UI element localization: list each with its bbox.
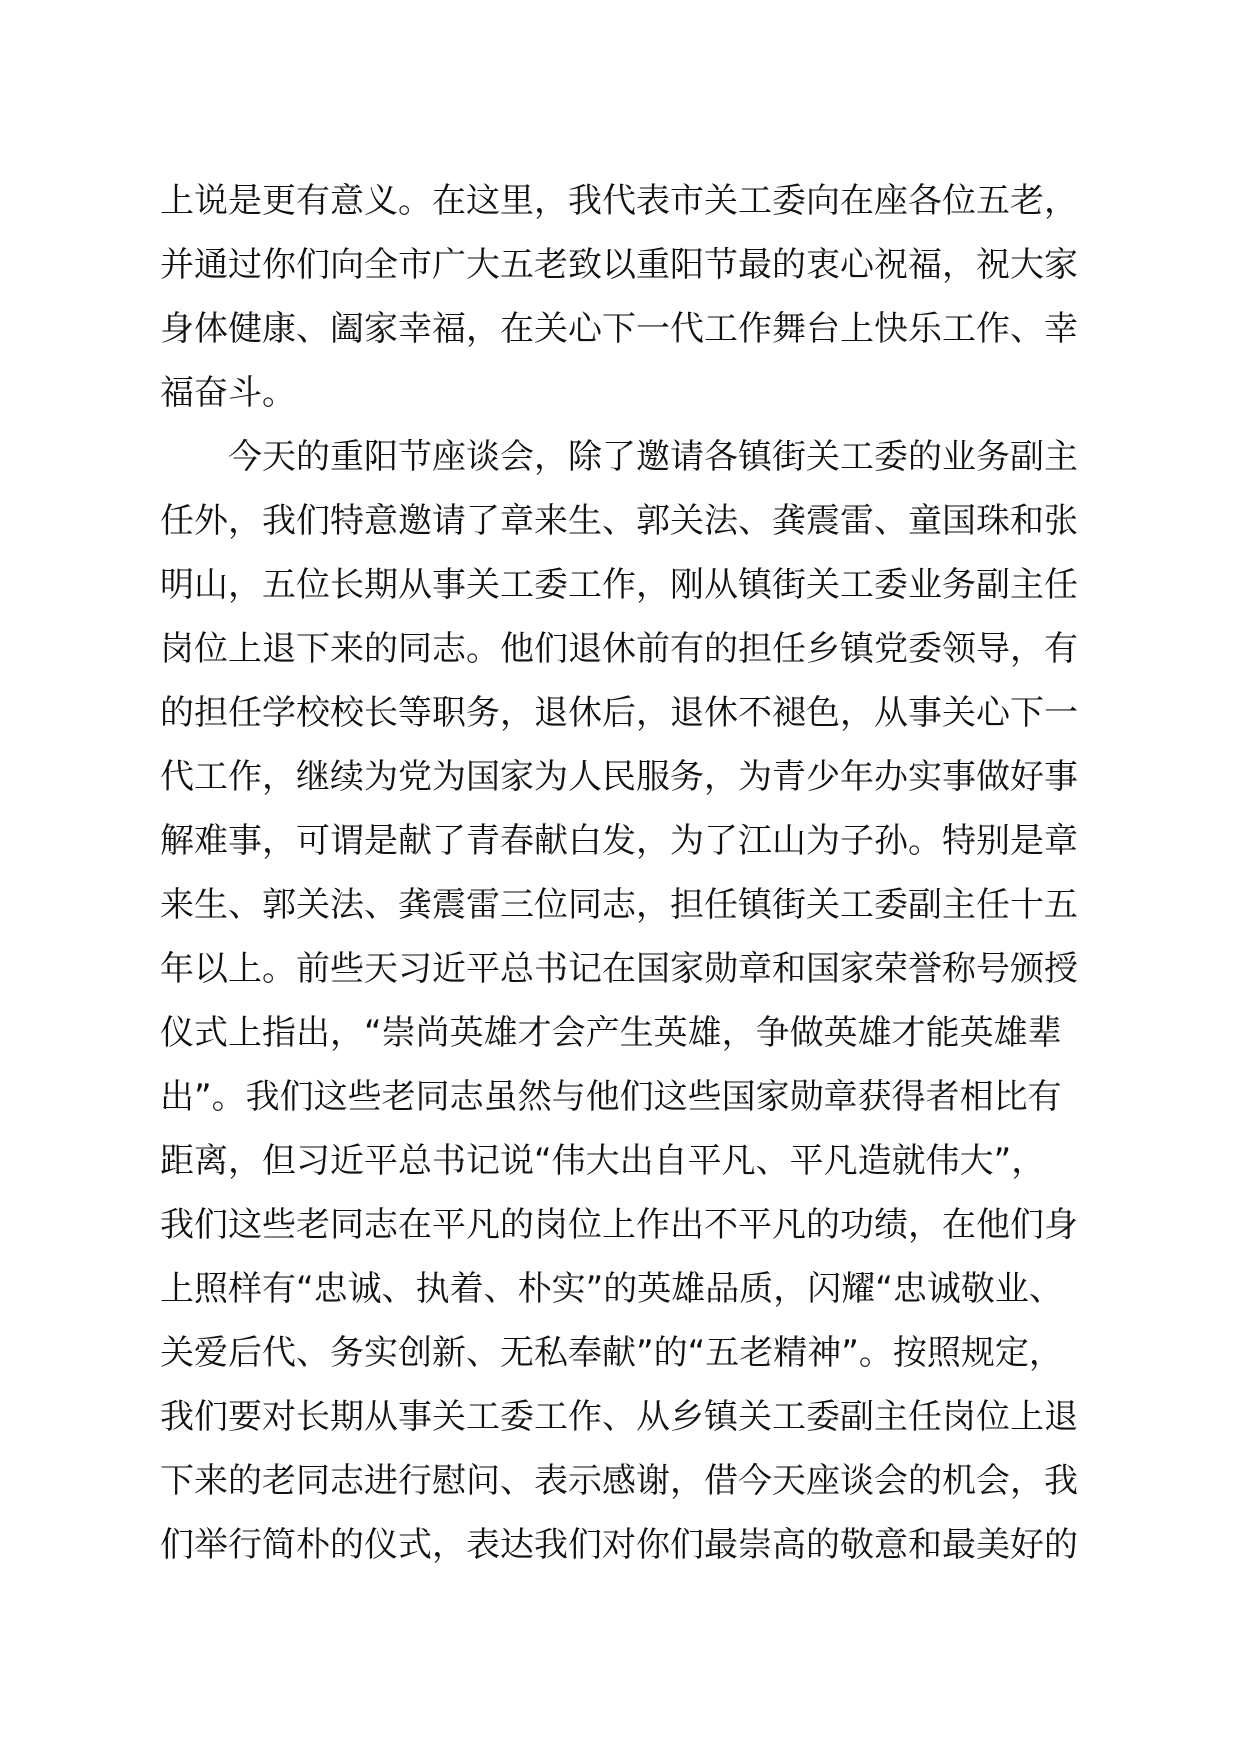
body-text — [160, 169, 1120, 1577]
text-line: 任外，我们特意邀请了章来生、郭关法、龚震雷、童国珠和张 — [160, 501, 1078, 541]
text-line: 并通过你们向全市广大五老致以重阳节最的衷心祝福，祝大家 — [160, 245, 1078, 285]
text-line: 来生、郭关法、龚震雷三位同志，担任镇街关工委副主任十五 — [160, 885, 1078, 925]
text-line: 岗位上退下来的同志。他们退休前有的担任乡镇党委领导，有 — [160, 629, 1078, 669]
text-line: 仪式上指出，“崇尚英雄才会产生英雄，争做英雄才能英雄辈 — [160, 1013, 1062, 1053]
text-line: 明山，五位长期从事关工委工作，刚从镇街关工委业务副主任 — [160, 565, 1078, 605]
text-line: 我们这些老同志在平凡的岗位上作出不平凡的功绩，在他们身 — [160, 1205, 1078, 1245]
text-line: 上说是更有意义。在这里，我代表市关工委向在座各位五老， — [160, 181, 1078, 221]
text-line: 下来的老同志进行慰问、表示感谢，借今天座谈会的机会，我 — [160, 1461, 1078, 1501]
text-line: 年以上。前些天习近平总书记在国家勋章和国家荣誉称号颁授 — [160, 949, 1078, 989]
text-line: 福奋斗。 — [160, 373, 296, 413]
text-line: 解难事，可谓是献了青春献白发，为了江山为子孙。特别是章 — [160, 821, 1078, 861]
text-line: 我们要对长期从事关工委工作、从乡镇关工委副主任岗位上退 — [160, 1397, 1078, 1437]
text-line: 距离，但习近平总书记说“伟大出自平凡、平凡造就伟大”， — [160, 1141, 1046, 1181]
text-line: 上照样有“忠诚、执着、朴实”的英雄品质，闪耀“忠诚敬业、 — [160, 1269, 1063, 1309]
text-line: 出”。我们这些老同志虽然与他们这些国家勋章获得者相比有 — [160, 1077, 1062, 1117]
text-line: 们举行简朴的仪式，表达我们对你们最崇高的敬意和最美好的 — [160, 1525, 1078, 1565]
text-line: 今天的重阳节座谈会，除了邀请各镇街关工委的业务副主 — [160, 437, 1078, 477]
text-line: 关爱后代、务实创新、无私奉献”的“五老精神”。按照规定， — [160, 1333, 1063, 1373]
text-line: 的担任学校校长等职务，退休后，退休不褪色，从事关心下一 — [160, 693, 1078, 733]
text-line: 身体健康、阖家幸福，在关心下一代工作舞台上快乐工作、幸 — [160, 309, 1078, 349]
text-line: 代工作，继续为党为国家为人民服务，为青少年办实事做好事 — [160, 757, 1078, 797]
